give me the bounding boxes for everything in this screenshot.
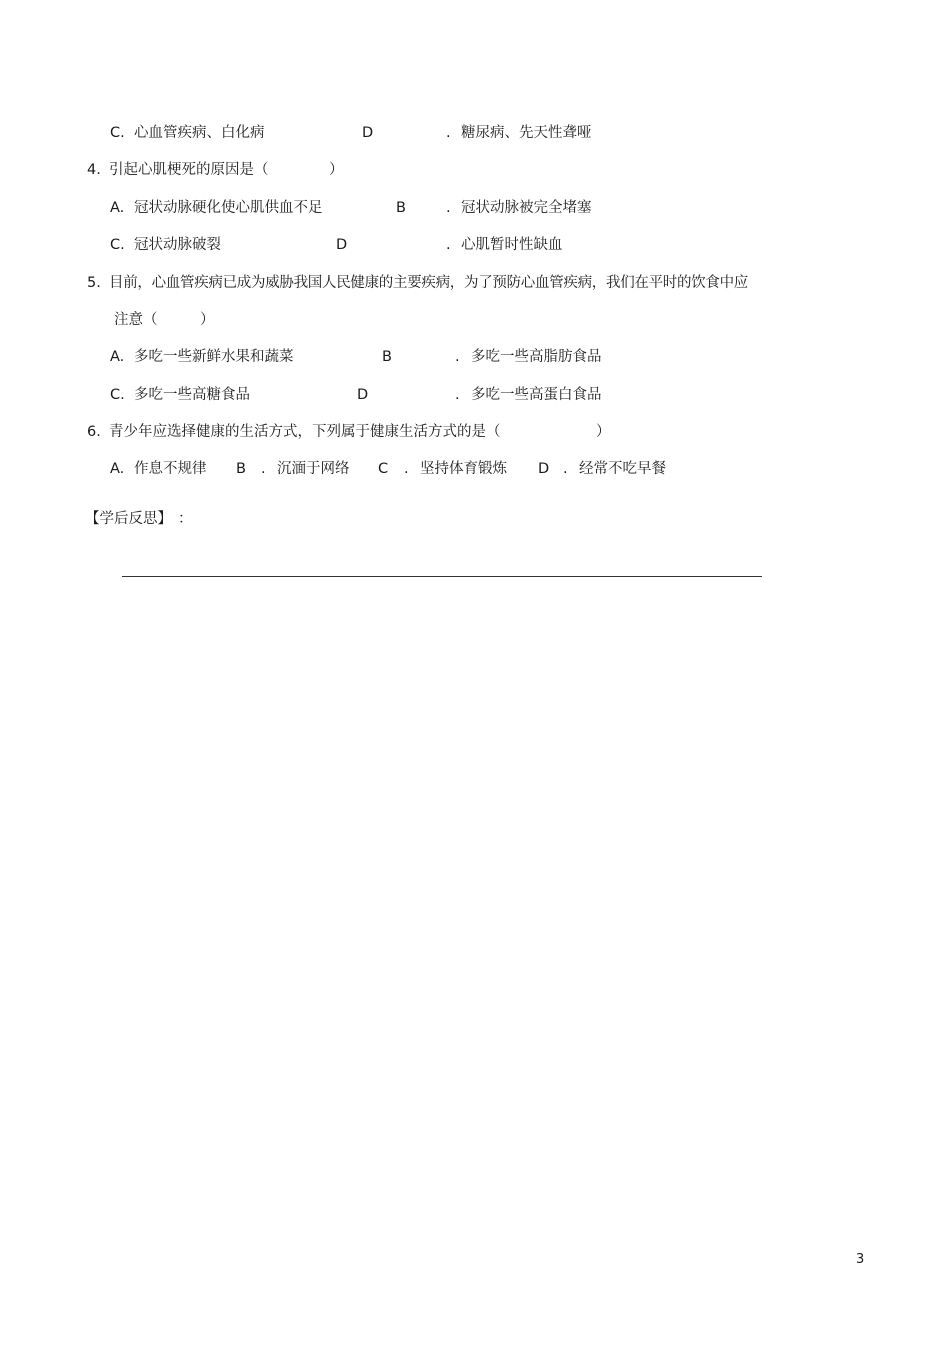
q4-option-b-dot: . xyxy=(446,200,451,216)
q6-option-b-dot: . xyxy=(261,461,266,477)
q6-option-d-letter: D xyxy=(538,461,550,477)
q5-stem-line2: 注意（ xyxy=(114,312,158,328)
q4-option-b-text: 冠状动脉被完全堵塞 xyxy=(461,200,592,216)
q5-option-d-text: 多吃一些高蛋白食品 xyxy=(471,387,602,403)
q5-option-d-letter: D xyxy=(357,387,369,403)
q4-option-b-letter: B xyxy=(396,200,406,216)
q5-close-paren: ） xyxy=(200,312,215,328)
q6-option-b-text: 沉湎于网络 xyxy=(277,461,350,477)
q5-option-b-dot: . xyxy=(455,349,460,365)
q5-option-a-letter: A. xyxy=(110,349,125,365)
q4-stem: 引起心肌梗死的原因是（ xyxy=(109,162,269,178)
q6-option-a-text: 作息不规律 xyxy=(134,461,207,477)
reflection-colon: ： xyxy=(178,511,193,527)
q5-option-d-dot: . xyxy=(455,387,460,403)
q6-number: 6. xyxy=(87,424,101,440)
q6-option-d-dot: . xyxy=(563,461,568,477)
q3-option-d-letter: D xyxy=(362,125,374,141)
q5-number: 5. xyxy=(87,275,101,291)
page-number: 3 xyxy=(856,1252,865,1267)
q6-option-c-letter: C xyxy=(378,461,389,477)
q4-option-d-dot: . xyxy=(446,237,451,253)
q5-option-c-letter: C. xyxy=(110,387,125,403)
q6-option-b-letter: B xyxy=(236,461,246,477)
q6-option-d-text: 经常不吃早餐 xyxy=(579,461,666,477)
q4-option-c-letter: C. xyxy=(110,237,125,253)
q6-option-c-text: 坚持体育锻炼 xyxy=(420,461,507,477)
q4-option-a-letter: A. xyxy=(110,200,125,216)
q6-option-a-letter: A. xyxy=(110,461,125,477)
q4-option-a-text: 冠状动脉硬化使心肌供血不足 xyxy=(134,200,323,216)
q5-stem-line1: 目前，心血管疾病已成为威胁我国人民健康的主要疾病，为了预防心血管疾病，我们在平时的饮食中应 xyxy=(109,275,748,291)
q4-option-d-letter: D xyxy=(336,237,348,253)
reflection-answer-line xyxy=(122,576,762,577)
q5-option-a-text: 多吃一些新鲜水果和蔬菜 xyxy=(134,349,294,365)
q5-option-c-text: 多吃一些高糖食品 xyxy=(134,387,250,403)
q4-close-paren: ） xyxy=(329,162,344,178)
q4-option-d-text: 心肌暂时性缺血 xyxy=(461,237,563,253)
q3-option-d-text: 糖尿病、先天性聋哑 xyxy=(461,125,592,141)
q3-option-d-dot: . xyxy=(446,125,451,141)
reflection-heading: 【学后反思】 xyxy=(85,511,172,527)
q5-option-b-text: 多吃一些高脂肪食品 xyxy=(471,349,602,365)
q3-option-c-letter: C. xyxy=(110,125,125,141)
q4-number: 4. xyxy=(87,162,101,178)
q6-stem: 青少年应选择健康的生活方式，下列属于健康生活方式的是（ xyxy=(109,424,501,440)
q4-option-c-text: 冠状动脉破裂 xyxy=(134,237,221,253)
q6-option-c-dot: . xyxy=(404,461,409,477)
q5-option-b-letter: B xyxy=(382,349,392,365)
q6-close-paren: ） xyxy=(596,424,611,440)
q3-option-c-text: 心血管疾病、白化病 xyxy=(134,125,265,141)
